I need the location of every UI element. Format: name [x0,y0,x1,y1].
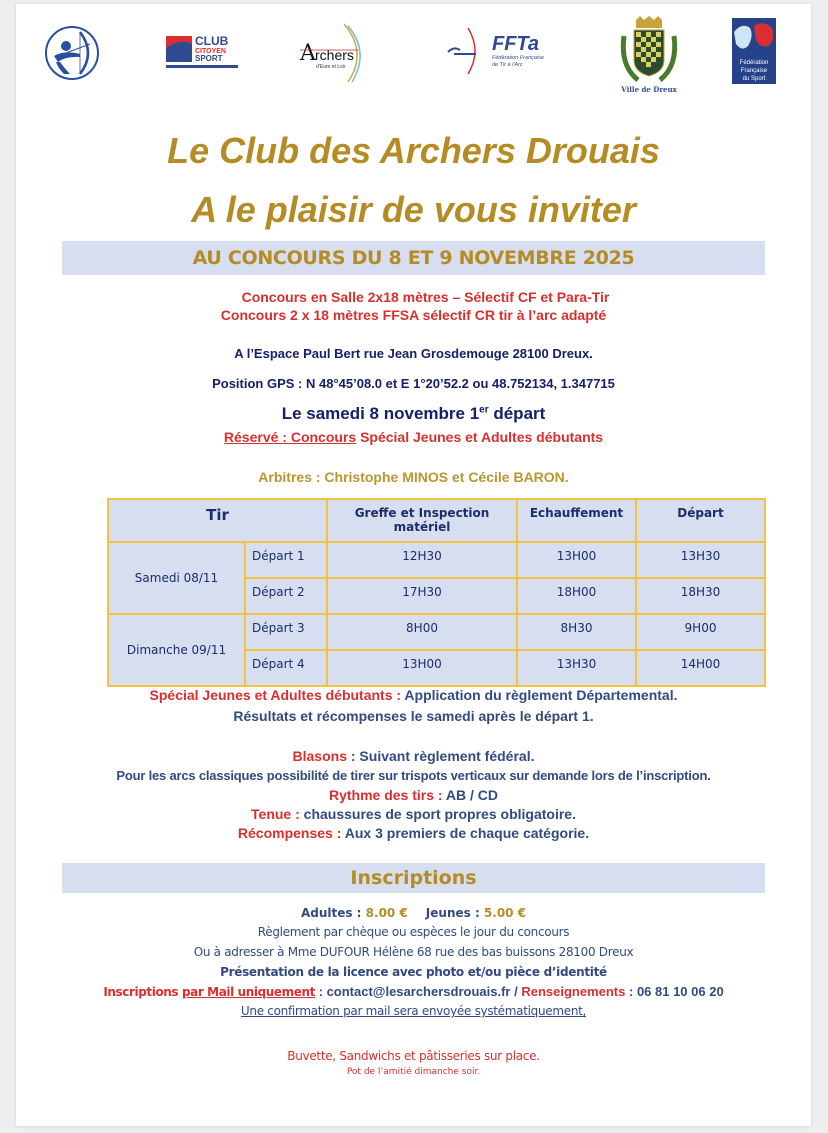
blasons-line [16,748,811,764]
reserved-text: Spécial Jeunes et Adultes débutants [356,429,604,445]
competition-date-banner: AU CONCOURS DU 8 ET 9 NOVEMBRE 2025 [62,241,765,275]
reserved-label: Réservé : Concours [223,429,357,445]
venue-address: A l’Espace Paul Bert rue Jean Grosdemouge 28100 Dreux. [234,346,593,361]
svg-text:CLUB: CLUB [195,34,229,48]
adults-price: 8.00 € [365,906,408,920]
archer-emblem-icon [40,22,104,84]
phone-separator: : [625,984,637,999]
inscriptions-banner: Inscriptions [62,863,765,893]
gps-position: Position GPS : N 48°45’08.0 et E 1°20’52.2 ou 48.752134, 1.347715 [212,376,615,391]
svg-text:rchers: rchers [315,47,354,63]
special-rules-line [16,687,811,703]
echauffement-time: 18H00 [517,578,636,614]
table-row [108,542,765,578]
contact-email-link[interactable]: contact@lesarchersdrouais.fr [326,984,511,999]
svg-text:du Sport: du Sport [742,76,766,82]
day-cell: Samedi 08/11 [108,542,245,614]
table-header-row [108,499,765,542]
echauffement-time: 8H30 [517,614,636,650]
echauffement-time: 13H30 [517,650,636,686]
refreshments-line: Buvette, Sandwichs et pâtisseries sur place. [287,1049,540,1063]
results-line: Résultats et récompenses le samedi après le départ 1. [233,708,594,724]
contact-phone[interactable]: 06 81 10 06 20 [636,984,724,999]
slash-separator: / [510,984,522,999]
adults-label: Adultes : [300,906,366,920]
table-row [108,614,765,650]
competition-type-line1: Concours en Salle 2x18 mètres – Sélectif CF et Para-Tir [241,289,610,305]
payment-line: Règlement par chèque ou espèces le jour du concours [257,925,570,939]
postal-address-line: Ou à adresser à Mme DUFOUR Hélène 68 rue des bas buissons 28100 Dreux [193,945,634,959]
svg-text:Ville de Dreux: Ville de Dreux [621,85,677,94]
blasons-label: Blasons [292,748,347,764]
email-separator: : [315,984,327,999]
ffta-bow-icon [446,26,566,78]
special-label: Spécial Jeunes et Adultes débutants : [149,687,402,703]
rythme-line [16,787,811,803]
club-title: Le Club des Archers Drouais [167,130,660,171]
tenue-line [16,806,811,822]
saturday-ordinal: er [479,404,489,416]
reserved-notice [16,429,811,445]
youth-label: Jeunes : [425,906,484,920]
depart-label: Départ 4 [245,650,327,686]
svg-text:Fédération Française: Fédération Française [492,55,544,61]
day-cell: Dimanche 09/11 [108,614,245,686]
trispots-line: Pour les arcs classiques possibilité de tirer sur trispots verticaux sur demande lors de l’inscription. [116,768,711,783]
header-tir: Tir [108,499,327,542]
start-time: 14H00 [636,650,765,686]
start-time: 9H00 [636,614,765,650]
svg-text:FFTa: FFTa [492,33,540,55]
youth-price: 5.00 € [483,906,527,920]
saturday-suffix: départ [488,404,546,423]
rythme-label: Rythme des tirs : [328,787,443,803]
depart-label: Départ 3 [245,614,327,650]
echauffement-time: 13H00 [517,542,636,578]
blasons-text: : Suivant règlement fédéral. [346,748,535,764]
club-citoyen-sport-logo [166,32,240,74]
svg-text:Fédération: Fédération [739,60,769,66]
schedule-table [107,498,766,687]
friendship-line: Pot de l’amitié dimanche soir. [346,1067,481,1077]
svg-text:CITOYEN: CITOYEN [195,48,226,55]
ffsa-logo [732,18,782,84]
flyer-page [16,4,811,1126]
header-greffe: Greffe et Inspection matériel [327,499,517,542]
recompenses-label: Récompenses : [237,825,342,841]
tenue-label: Tenue : [251,806,300,822]
ffsa-icon [732,18,782,84]
info-label: Renseignements [521,984,626,999]
archers-eure-et-loir-logo [298,22,370,86]
svg-text:A: A [300,41,316,66]
competition-type-line2: Concours 2 x 18 mètres FFSA sélectif CR tir à l’arc adapté [220,307,607,323]
depart-label: Départ 2 [245,578,327,614]
dreux-coat-of-arms-icon [616,16,682,94]
license-line: Présentation de la licence avec photo et/ou pièce d’identité [220,965,607,979]
special-text: Application du règlement Départemental. [401,687,678,703]
recompenses-text: Aux 3 premiers de chaque catégorie. [341,825,590,841]
invitation-subtitle: A le plaisir de vous inviter [191,189,636,230]
rythme-text: AB / CD [442,787,499,803]
ville-de-dreux-logo [616,16,682,94]
recompenses-line [16,825,811,841]
inscriptions-label: Inscriptions [103,985,182,999]
greffe-time: 17H30 [327,578,517,614]
saturday-prefix: Le samedi 8 novembre 1 [281,404,480,423]
svg-text:de Tir à l'Arc: de Tir à l'Arc [492,62,523,68]
tenue-text: chaussures de sport propres obligatoire. [299,806,576,822]
saturday-first-start [16,404,811,424]
referees: Arbitres : Christophe MINOS et Cécile BARON. [258,469,569,485]
svg-text:Française: Française [740,68,768,74]
header-echauffement: Echauffement [517,499,636,542]
club-citoyen-sport-icon [166,32,240,74]
mail-only-label: par Mail uniquement [181,985,315,999]
club-archers-drouais-logo [40,22,104,84]
logo-row [16,4,811,104]
contact-line [16,984,811,999]
prices-line [16,906,811,920]
confirmation-line: Une confirmation par mail sera envoyée systématiquement, [240,1004,587,1018]
greffe-time: 8H00 [327,614,517,650]
archers-eure-loir-icon [298,22,370,86]
greffe-time: 13H00 [327,650,517,686]
start-time: 18H30 [636,578,765,614]
greffe-time: 12H30 [327,542,517,578]
start-time: 13H30 [636,542,765,578]
ffta-logo [446,26,566,78]
svg-text:d'Eure et Loir: d'Eure et Loir [316,64,346,70]
header-depart: Départ [636,499,765,542]
depart-label: Départ 1 [245,542,327,578]
svg-text:SPORT: SPORT [195,54,223,63]
